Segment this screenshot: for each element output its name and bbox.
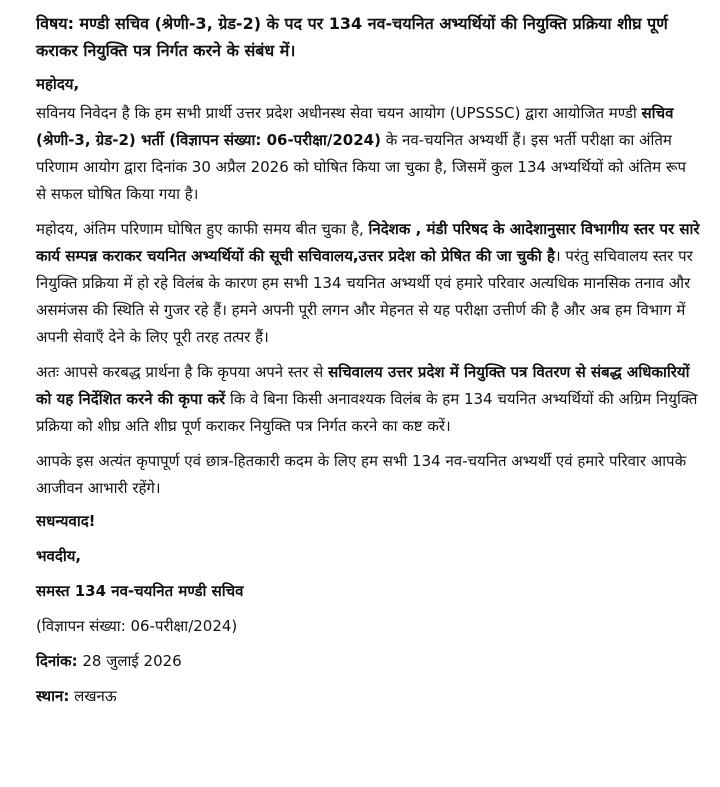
paragraph-request-text-2: कि वे बिना किसी अनावश्यक विलंब के हम 134 चयनित अभ्यर्थियों की अग्रिम नियुक्ति प्रक्रिया को शीघ्र अति शीघ्र पूर्ण कराकर नियुक्ति पत्र निर्गत करने का कष्ट करें। — [36, 390, 698, 435]
paragraph-delay-bold: निदेशक , मंडी परिषद के आदेशानुसार विभागीय स्तर पर सारे कार्य सम्पन्न कराकर चयनित अभ्यर्थियों की सूची सचिवालय,उत्तर प्रदेश को प्रेषित की जा चुकी है — [36, 220, 700, 265]
closing-thanks: सधन्यवाद! — [36, 512, 96, 530]
letter-subject: विषय: मण्डी सचिव (श्रेणी-3, ग्रेड-2) के पद पर 134 नव-चयनित अभ्यर्थियों की नियुक्ति प्रक्रिया शीघ्र पूर्ण कराकर नियुक्ति पत्र निर्गत करने के संबंध में। — [36, 14, 668, 60]
paragraph-gratitude: आपके इस अत्यंत कृपापूर्ण एवं छात्र-हितकारी कदम के लिए हम सभी 134 नव-चयनित अभ्यर्थी एवं हमारे परिवार आपके आजीवन आभारी रहेंगे। — [36, 452, 687, 497]
paragraph-delay-text-1: महोदय, अंतिम परिणाम घोषित हुए काफी समय बीत चुका है, — [36, 220, 369, 238]
paragraph-intro-text-1: सविनय निवेदन है कि हम सभी प्रार्थी उत्तर प्रदेश अधीनस्थ सेवा चयन आयोग (UPSSSC) द्वारा आयोजित मण्डी — [36, 104, 642, 122]
paragraph-delay-text-2: । परंतु सचिवालय स्तर पर नियुक्ति प्रक्रिया में हो रहे विलंब के कारण हम सभी 134 चयनित अभ्यर्थी एवं हमारे परिवार अत्यधिक मानसिक तनाव और असमंजस की स्थिति से गुजर रहे हैं। हमने अपनी पूरी लगन और मेहनत से यह परीक्षा उत्तीर्ण की है और अब हम विभाग में अपनी सेवाएँ देने के लिए पूरी तरह तत्पर हैं। — [36, 247, 693, 346]
paragraph-request-text-1: अतः आपसे करबद्ध प्रार्थना है कि कृपया अपने स्तर से — [36, 363, 329, 381]
place-line — [36, 685, 700, 707]
paragraph-intro-bold: सचिव (श्रेणी-3, ग्रेड-2) भर्ती (विज्ञापन संख्या: 06-परीक्षा/2024) — [36, 104, 674, 149]
paragraph-intro-text-2: के नव-चयनित अभ्यर्थी हैं। इस भर्ती परीक्षा का अंतिम परिणाम आयोग द्वारा दिनांक 30 अप्रैल 2026 को घोषित किया जा चुका है, जिसमें कुल 134 अभ्यर्थियों को अंतिम रूप से सफल घोषित किया गया है। — [36, 131, 687, 203]
place-label: स्थान: — [36, 687, 70, 705]
paragraph-request-bold: सचिवालय उत्तर प्रदेश में नियुक्ति पत्र वितरण से संबद्ध अधिकारियों को यह निर्देशित करने की कृपा करें — [36, 363, 690, 408]
paragraph-delay — [36, 216, 700, 351]
date-line — [36, 650, 700, 672]
signatory: समस्त 134 नव-चयनित मण्डी सचिव — [36, 582, 244, 600]
place-value: लखनऊ — [69, 687, 117, 705]
date-label: दिनांक: — [36, 652, 78, 670]
date-value: 28 जुलाई 2026 — [77, 652, 182, 670]
paragraph-intro — [36, 100, 700, 208]
advertisement-number: (विज्ञापन संख्या: 06-परीक्षा/2024) — [36, 617, 238, 635]
paragraph-request — [36, 359, 700, 440]
salutation: महोदय, — [36, 75, 80, 93]
closing-yours: भवदीय, — [36, 547, 82, 565]
